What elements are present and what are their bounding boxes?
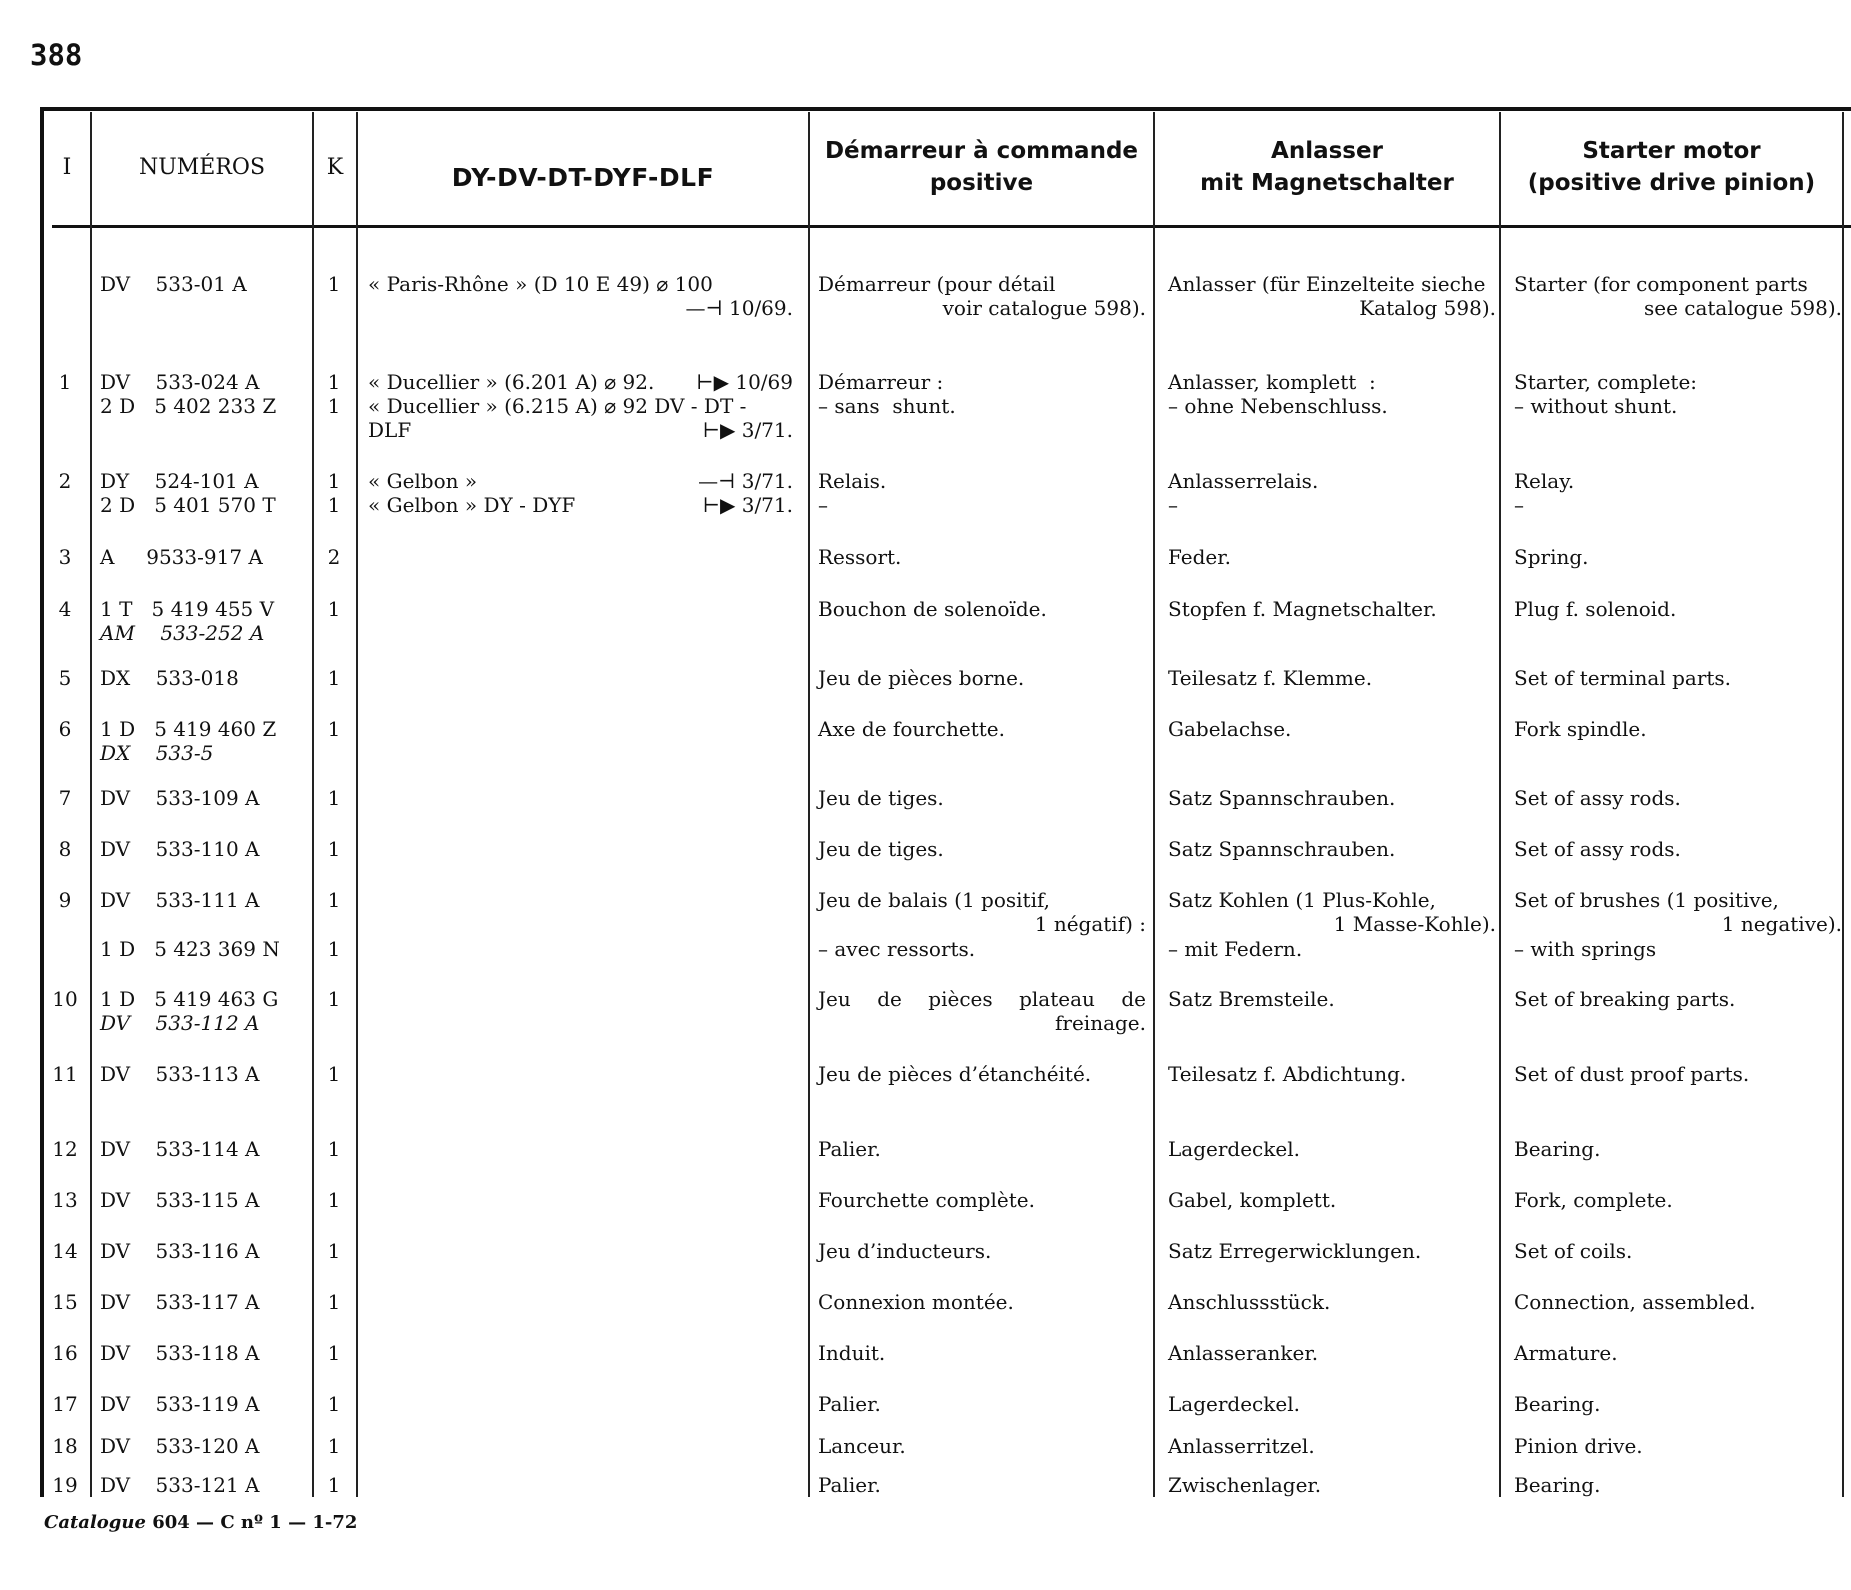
description-german-line: 1 Masse-Kohle). [1333,912,1496,936]
row-index: 13 [52,1188,78,1212]
description-english-line: 1 negative). [1721,912,1842,936]
description-english-line: Set of coils. [1514,1239,1633,1263]
description-french [818,1434,1146,1458]
description-german [1168,888,1496,936]
quantity-value: 1 [327,469,341,493]
description-english [1514,888,1842,936]
part-numbers [100,1188,310,1212]
version-notes [368,469,793,517]
description-english [1514,717,1842,741]
quantity-value: 1 [327,1188,341,1212]
description-german [1168,717,1496,741]
version-notes [368,370,793,442]
description-french-line: Palier. [818,1137,881,1161]
quantity [312,1392,356,1416]
version-line [368,370,793,394]
description-french [818,370,1146,418]
description-german [1168,666,1496,690]
header-english [1501,112,1842,222]
quantity-value: 1 [327,1137,341,1161]
part-numbers [100,1290,310,1314]
header-german-line: mit Magnetschalter [1200,170,1454,196]
part-numbers [100,1473,310,1497]
header-numbers-label: NUMÉROS [138,154,266,180]
description-german-line: Feder. [1168,545,1231,569]
quantity-value: 1 [327,937,341,961]
column-divider [1499,112,1501,1497]
header-index-label: I [62,154,72,180]
description-german [1168,837,1496,861]
description-german [1168,1062,1496,1086]
description-english-line: Set of assy rods. [1514,837,1681,861]
description-german-line: Anlasser (für Einzelteite sieche [1168,272,1486,296]
row-index: 16 [52,1341,78,1365]
quantity-value: 1 [327,888,341,912]
part-number: DV 533-119 A [100,1392,260,1416]
description-english-line: – with springs [1514,937,1657,961]
version-text: « Gelbon » [368,469,478,493]
description-english [1514,1062,1842,1086]
description-english [1514,786,1842,810]
part-number: DV 533-117 A [100,1290,260,1314]
part-number: A 9533-917 A [100,545,263,569]
description-french-line: Fourchette complète. [818,1188,1035,1212]
version-text: DLF [368,418,412,442]
description-english-line: Starter (for component parts [1514,272,1808,296]
part-numbers [100,786,310,810]
description-english-line: Bearing. [1514,1392,1601,1416]
row-index: 4 [58,597,72,621]
quantity [312,469,356,517]
description-german [1168,1137,1496,1161]
description-french-line: 1 négatif) : [1034,912,1146,936]
part-numbers [100,1392,310,1416]
description-french-line: – [818,493,828,517]
description-german [1168,937,1496,961]
header-french-line: Démarreur à commande [824,138,1139,164]
description-german [1168,1341,1496,1365]
description-german-line: Satz Spannschrauben. [1168,837,1396,861]
description-german-line: Zwischenlager. [1168,1473,1322,1497]
quantity [312,666,356,690]
row-index: 1 [58,370,72,394]
row-index: 10 [52,987,78,1011]
quantity [312,888,356,912]
description-french [818,1392,1146,1416]
quantity-value: 1 [327,597,341,621]
description-german [1168,1392,1496,1416]
header-versions [358,122,808,232]
header-french-line: positive [929,170,1034,196]
description-french-line: Démarreur (pour détail [818,272,1056,296]
footer [44,1512,357,1533]
description-french [818,1290,1146,1314]
part-number: 2 D 5 402 233 Z [100,394,277,418]
quantity-value: 1 [327,1392,341,1416]
quantity [312,1434,356,1458]
description-french [818,987,1146,1035]
quantity [312,1473,356,1497]
description-german [1168,1188,1496,1212]
quantity-value: 1 [327,272,341,296]
version-line [368,493,793,517]
row-index: 2 [58,469,72,493]
description-english-line: Set of dust proof parts. [1514,1062,1750,1086]
description-german-line: Anlasser, komplett : [1168,370,1376,394]
part-numbers [100,1434,310,1458]
part-numbers [100,888,310,912]
part-number: 1 D 5 419 460 Z [100,717,277,741]
description-german-line: Teilesatz f. Klemme. [1168,666,1373,690]
row-index: 9 [58,888,72,912]
description-english-line: Starter, complete: [1514,370,1698,394]
description-german-line: Anlasserritzel. [1168,1434,1315,1458]
header-versions-label: DY-DV-DT-DYF-DLF [451,162,715,192]
quantity-value: 1 [327,394,341,418]
quantity-value: 1 [327,786,341,810]
part-number: DV 533-024 A [100,370,260,394]
quantity [312,597,356,621]
description-german-line: Anschlussstück. [1168,1290,1331,1314]
description-english-line: Spring. [1514,545,1589,569]
quantity-value: 1 [327,493,341,517]
quantity [312,987,356,1011]
row-index: 15 [52,1290,78,1314]
description-english-line: Fork, complete. [1514,1188,1673,1212]
description-english [1514,1434,1842,1458]
quantity [312,1290,356,1314]
description-english-line: Relay. [1514,469,1575,493]
part-number: AM 533-252 A [100,621,265,645]
description-french [818,597,1146,621]
description-german-line: Lagerdeckel. [1168,1392,1300,1416]
description-english-line: Fork spindle. [1514,717,1647,741]
part-number: DX 533-018 [100,666,239,690]
description-english [1514,837,1842,861]
part-numbers [100,469,310,517]
version-line [368,418,793,442]
part-numbers [100,1341,310,1365]
description-english [1514,545,1842,569]
quantity-value: 1 [327,1062,341,1086]
part-number: DV 533-115 A [100,1188,260,1212]
description-german-line: Satz Spannschrauben. [1168,786,1396,810]
description-english [1514,987,1842,1011]
quantity [312,786,356,810]
description-german [1168,545,1496,569]
part-number: DV 533-121 A [100,1473,260,1497]
description-english [1514,469,1842,517]
description-german-line: Teilesatz f. Abdichtung. [1168,1062,1407,1086]
description-english [1514,272,1842,320]
description-french-line: Ressort. [818,545,902,569]
description-french [818,1239,1146,1263]
description-french-line: Démarreur : [818,370,944,394]
quantity [312,1137,356,1161]
header-german-line: Anlasser [1271,138,1383,164]
version-date: ⊢▶ 10/69 [696,370,793,394]
row-index: 14 [52,1239,78,1263]
description-french [818,272,1146,320]
version-line [368,272,793,296]
quantity-value: 1 [327,370,341,394]
quantity [312,545,356,569]
description-french-line: Connexion montée. [818,1290,1014,1314]
part-number: 1 D 5 419 463 G [100,987,279,1011]
description-german-line: Satz Kohlen (1 Plus-Kohle, [1168,888,1436,912]
description-french-line: Jeu de pièces plateau de [818,987,1146,1011]
part-numbers [100,545,310,569]
column-divider [90,112,92,1497]
quantity-value: 1 [327,1473,341,1497]
header-english-line: (positive drive pinion) [1527,170,1816,196]
description-german-line: Anlasserrelais. [1168,469,1319,493]
part-number: DV 533-112 A [100,1011,260,1035]
description-french-line: Jeu de tiges. [818,786,944,810]
version-date: ⊢▶ 3/71. [702,418,793,442]
quantity [312,837,356,861]
part-numbers [100,987,310,1035]
description-german [1168,1290,1496,1314]
description-english [1514,666,1842,690]
part-number: DV 533-118 A [100,1341,260,1365]
description-english [1514,1341,1842,1365]
footer-catalogue-word: Catalogue [44,1512,146,1533]
quantity [312,272,356,296]
description-french-line: Palier. [818,1473,881,1497]
quantity [312,1188,356,1212]
row-index: 12 [52,1137,78,1161]
part-number: DY 524-101 A [100,469,259,493]
description-german-line: Gabel, komplett. [1168,1188,1337,1212]
description-french [818,1473,1146,1497]
description-english [1514,1392,1842,1416]
part-number: DV 533-114 A [100,1137,260,1161]
table-frame-top-rule [40,107,1851,111]
part-numbers [100,1062,310,1086]
part-number: DV 533-111 A [100,888,260,912]
column-divider [356,112,358,1497]
quantity [312,717,356,741]
part-number: 1 D 5 423 369 N [100,937,280,961]
description-german-line: – [1168,493,1178,517]
description-german-line: Lagerdeckel. [1168,1137,1300,1161]
row-index: 8 [58,837,72,861]
quantity [312,1062,356,1086]
part-number: DX 533-5 [100,741,214,765]
quantity-value: 1 [327,987,341,1011]
quantity-value: 1 [327,1341,341,1365]
description-french [818,1341,1146,1365]
part-number: DV 533-109 A [100,786,260,810]
description-french-line: Palier. [818,1392,881,1416]
description-french-line: Lanceur. [818,1434,906,1458]
description-german [1168,272,1496,320]
version-text: « Ducellier » (6.215 A) ⌀ 92 DV - DT - [368,394,747,418]
row-index: 6 [58,717,72,741]
part-number: DV 533-116 A [100,1239,260,1263]
version-notes [368,272,793,320]
part-number: DV 533-01 A [100,272,247,296]
description-english [1514,1473,1842,1497]
header-french [810,112,1153,222]
part-number: DV 533-110 A [100,837,260,861]
description-french-line: Relais. [818,469,887,493]
part-numbers [100,837,310,861]
description-french [818,666,1146,690]
description-german-line: – mit Federn. [1168,937,1303,961]
description-french-line: Jeu d’inducteurs. [818,1239,992,1263]
part-numbers [100,370,310,418]
footer-reference: 604 — C nº 1 — 1-72 [152,1512,358,1533]
description-english [1514,597,1842,621]
part-numbers [100,666,310,690]
row-index: 7 [58,786,72,810]
description-french [818,469,1146,517]
description-english-line: Set of brushes (1 positive, [1514,888,1779,912]
description-english-line: Bearing. [1514,1137,1601,1161]
version-line [368,469,793,493]
description-french-line: freinage. [1055,1011,1146,1035]
row-index: 3 [58,545,72,569]
description-french [818,786,1146,810]
description-english-line: see catalogue 598). [1643,296,1842,320]
description-french-line: Jeu de pièces borne. [818,666,1025,690]
part-numbers [100,597,310,645]
description-english-line: Armature. [1514,1341,1618,1365]
description-english-line: Set of assy rods. [1514,786,1681,810]
description-french [818,888,1146,936]
quantity-value: 1 [327,1239,341,1263]
quantity-value: 1 [327,717,341,741]
description-english-line: – [1514,493,1524,517]
header-german [1155,112,1499,222]
header-numbers [92,112,312,222]
description-french [818,1188,1146,1212]
description-german [1168,597,1496,621]
description-french-line: Jeu de pièces d’étanchéité. [818,1062,1092,1086]
description-french-line: Induit. [818,1341,886,1365]
row-index: 11 [52,1062,78,1086]
description-french-line: Jeu de balais (1 positif, [818,888,1051,912]
description-english-line: Connection, assembled. [1514,1290,1756,1314]
column-divider [1153,112,1155,1497]
header-english-line: Starter motor [1582,138,1761,164]
header-qty [314,112,356,222]
part-number: 2 D 5 401 570 T [100,493,276,517]
description-english-line: Bearing. [1514,1473,1601,1497]
quantity-value: 1 [327,837,341,861]
version-text: « Gelbon » DY - DYF [368,493,576,517]
quantity-value: 1 [327,666,341,690]
quantity-value: 1 [327,1434,341,1458]
description-german [1168,987,1496,1011]
description-french-line: voir catalogue 598). [942,296,1146,320]
part-numbers [100,272,310,296]
version-line [368,394,793,418]
description-french [818,937,1146,961]
part-number: DV 533-120 A [100,1434,260,1458]
version-date: —⊣ 3/71. [698,469,793,493]
row-index: 5 [58,666,72,690]
part-number: 1 T 5 419 455 V [100,597,275,621]
description-english [1514,1137,1842,1161]
part-numbers [100,1239,310,1263]
description-german-line: Gabelachse. [1168,717,1292,741]
header-qty-label: K [326,154,344,180]
description-german-line: Katalog 598). [1359,296,1496,320]
description-english-line: – without shunt. [1514,394,1678,418]
description-french [818,837,1146,861]
description-german-line: Satz Erregerwicklungen. [1168,1239,1422,1263]
part-number: DV 533-113 A [100,1062,260,1086]
quantity [312,1239,356,1263]
description-french [818,1062,1146,1086]
description-german [1168,370,1496,418]
description-french-line: Bouchon de solenoïde. [818,597,1047,621]
part-numbers [100,937,310,961]
description-english [1514,1188,1842,1212]
description-french [818,717,1146,741]
description-german-line: – ohne Nebenschluss. [1168,394,1388,418]
description-english [1514,937,1842,961]
quantity-value: 1 [327,1290,341,1314]
description-french-line: – avec ressorts. [818,937,976,961]
quantity-value: 2 [327,545,341,569]
description-english-line: Set of breaking parts. [1514,987,1736,1011]
description-french [818,1137,1146,1161]
description-german-line: Stopfen f. Magnetschalter. [1168,597,1437,621]
description-english [1514,370,1842,418]
quantity [312,1341,356,1365]
description-german [1168,1434,1496,1458]
description-english-line: Pinion drive. [1514,1434,1643,1458]
version-text: « Ducellier » (6.201 A) ⌀ 92. [368,370,655,394]
description-french-line: Jeu de tiges. [818,837,944,861]
header-index [44,112,90,222]
part-numbers [100,1137,310,1161]
row-index: 19 [52,1473,78,1497]
description-english-line: Plug f. solenoid. [1514,597,1677,621]
row-index: 18 [52,1434,78,1458]
description-german [1168,1473,1496,1497]
column-divider [1842,112,1844,1497]
description-german [1168,1239,1496,1263]
description-german [1168,469,1496,517]
description-german-line: Satz Bremsteile. [1168,987,1335,1011]
description-french [818,545,1146,569]
version-text: « Paris-Rhône » (D 10 E 49) ⌀ 100 [368,272,713,296]
version-date: —⊣ 10/69. [685,296,793,320]
part-numbers [100,717,310,765]
row-index: 17 [52,1392,78,1416]
description-english-line: Set of terminal parts. [1514,666,1732,690]
description-german-line: Anlasseranker. [1168,1341,1319,1365]
version-date: ⊢▶ 3/71. [702,493,793,517]
description-french-line: – sans shunt. [818,394,956,418]
description-french-line: Axe de fourchette. [818,717,1005,741]
description-english [1514,1290,1842,1314]
quantity [312,937,356,961]
header-bottom-rule [52,225,1851,228]
description-english [1514,1239,1842,1263]
description-german [1168,786,1496,810]
page-number: 388 [30,38,83,72]
quantity [312,370,356,418]
column-divider [808,112,810,1497]
